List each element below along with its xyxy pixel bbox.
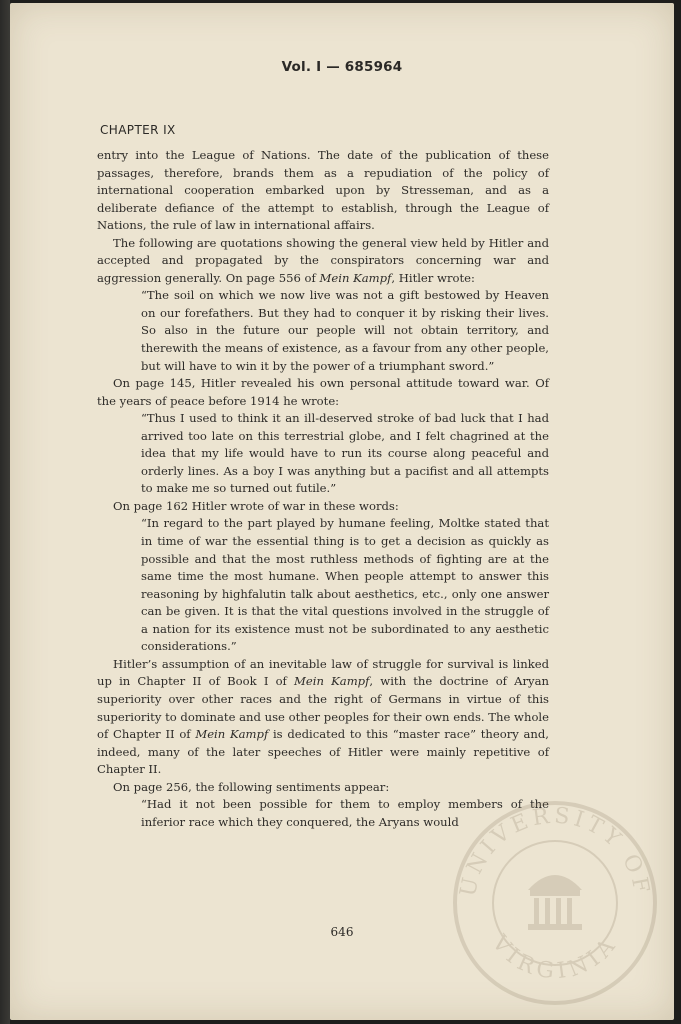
paragraph-p4 <box>97 498 549 516</box>
university-seal-watermark <box>450 798 660 1008</box>
text-run: On page 162 Hitler wrote of war in these words: <box>113 498 399 513</box>
paragraph-p1 <box>97 147 549 235</box>
text-run: “The soil on which we now live was not a gift bestowed by Heaven on our forefathers. But they had to conquer it by risking their lives. So also in the future our people will not obtain territory, and therewith the means of existence, as a favour from any other people, but will have to win it by the power of a triumphant sword.” <box>141 288 549 373</box>
text-run: is dedicated to this “master race” theory and, indeed, many of the later speeches of Hitler were mainly repetitive of Chapter II. <box>97 727 549 777</box>
book-title-italic: Mein Kampf <box>319 270 392 285</box>
text-run: On page 256, the following sentiments appear: <box>113 779 390 794</box>
paragraph-q2 <box>97 410 549 498</box>
text-run: “In regard to the part played by humane feeling, Moltke stated that in time of war the essential thing is to get a decision as quickly as possible and that the most ruthless methods of fighting are at the same time the most humane. When people attempt to answer this reasoning by highfalutin talk about aesthetics, etc., only one answer can be given. It is that the vital questions involved in the struggle of a nation for its existence must not be subordinated to any aesthetic considerations.” <box>141 516 549 654</box>
paragraph-q3 <box>97 515 549 655</box>
page-number: 646 <box>330 925 354 939</box>
paragraph-p3 <box>97 375 549 410</box>
paragraph-p2 <box>97 235 549 288</box>
running-title: Vol. I — 685964 <box>281 59 403 75</box>
paragraph-q1 <box>97 287 549 375</box>
text-run: “Thus I used to think it an ill-deserved stroke of bad luck that I had arrived too late on this terrestrial globe, and I felt chagrined at the idea that my life would have to run its course along peaceful and orderly lines. As a boy I was anything but a pacifist and all attempts to make me so turned out futile.” <box>141 411 549 496</box>
page-edge-shadow <box>0 0 10 1024</box>
chapter-heading: CHAPTER IX <box>100 123 176 137</box>
text-run: The following are quotations showing the general view held by Hitler and accepted and propagated by the conspirators concerning war and aggression generally. On page 556 of <box>97 235 549 285</box>
paragraph-p5 <box>97 656 549 779</box>
text-run: “Had it not been possible for them to employ members of the inferior race which they conquered, the Aryans would <box>141 797 549 829</box>
svg-text:UNIVERSITY OF: UNIVERSITY OF <box>455 803 655 899</box>
paragraph-p6 <box>97 779 549 797</box>
body-text <box>97 147 549 831</box>
book-title-italic: Mein Kampf <box>294 674 370 689</box>
text-run: Hitler’s assumption of an inevitable law of struggle for survival is linked up in Chapter II of Book I of <box>97 656 549 689</box>
paper-sheet <box>10 3 674 1020</box>
book-title-italic: Mein Kampf <box>195 727 269 742</box>
text-run: , Hitler wrote: <box>391 270 475 285</box>
svg-text:VIRGINIA: VIRGINIA <box>486 930 624 985</box>
text-run: entry into the League of Nations. The date of the publication of these passages, therefore, brands them as a repudiation of the policy of international cooperation embarked upon by Stresseman, and as a deliberate defiance of the attempt to establish, through the League of Nations, the rule of law in international affairs. <box>97 148 549 233</box>
text-run: , with the doctrine of Aryan superiority over other races and the right of Germans in virtue of this superiority to dominate and use other peoples for their own ends. The whole of Chapter II of <box>97 674 549 742</box>
text-run: On page 145, Hitler revealed his own personal attitude toward war. Of the years of peace before 1914 he wrote: <box>97 376 549 408</box>
